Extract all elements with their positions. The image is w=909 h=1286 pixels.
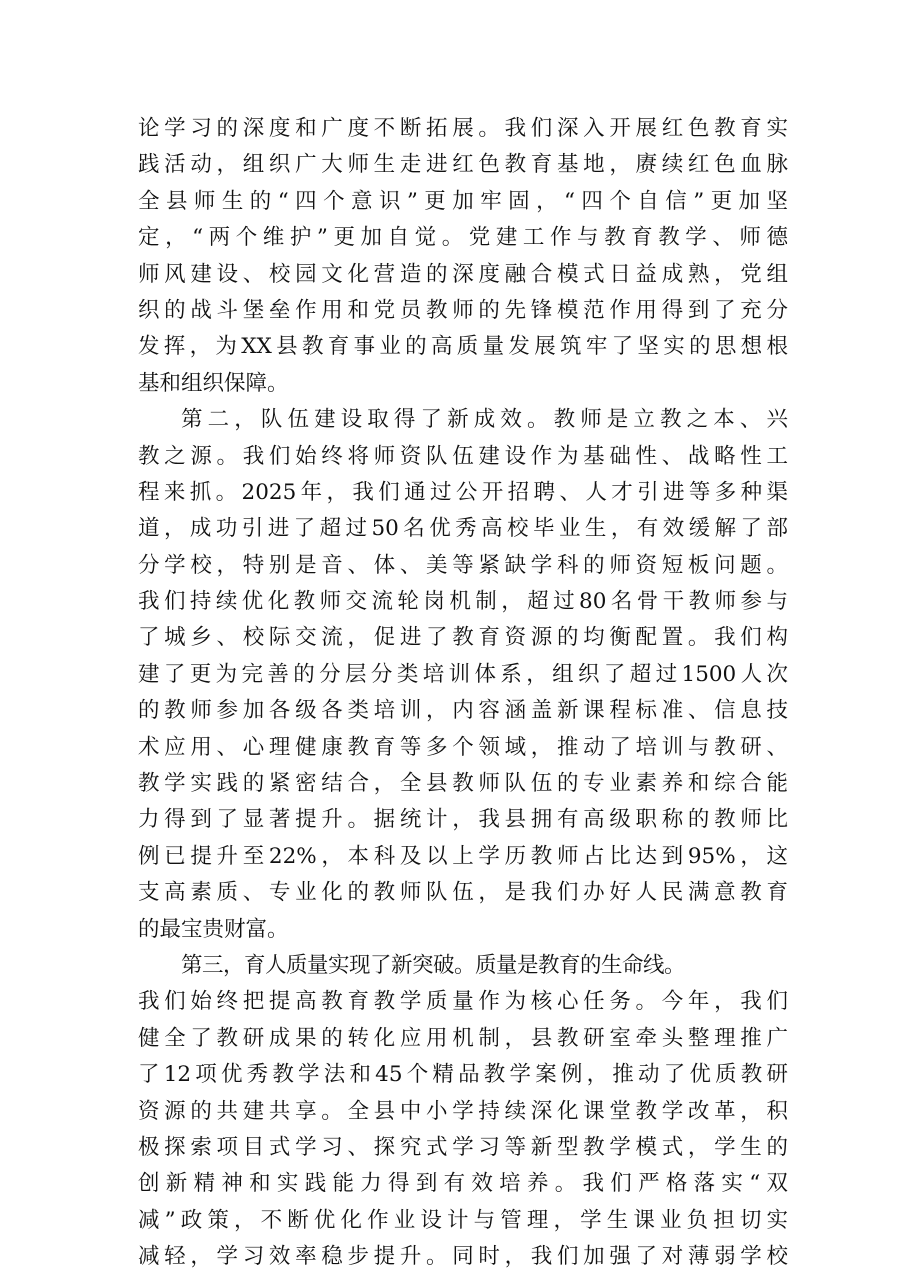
text-line: 我们始终把提高教育教学质量作为核心任务。今年，我们: [138, 989, 788, 1015]
text-line: 第三，育人质量实现了新突破。质量是教育的生命线。: [181, 952, 686, 978]
text-line: 减”政策，不断优化作业设计与管理，学生课业负担切实: [138, 1207, 788, 1233]
text-line: 支高素质、专业化的教师队伍，是我们办好人民满意教育: [138, 880, 788, 906]
text-line: 道，成功引进了超过50名优秀高校毕业生，有效缓解了部: [138, 516, 788, 542]
text-line: 发挥，为XX县教育事业的高质量发展筑牢了坚实的思想根: [138, 334, 788, 360]
text-line: 论学习的深度和广度不断拓展。我们深入开展红色教育实: [138, 116, 788, 141]
text-line: 定，“两个维护”更加自觉。党建工作与教育教学、师德: [138, 225, 788, 251]
text-line: 师风建设、校园文化营造的深度融合模式日益成熟，党组: [138, 261, 788, 287]
text-line: 了城乡、校际交流，促进了教育资源的均衡配置。我们构: [138, 625, 788, 651]
text-line: 建了更为完善的分层分类培训体系，组织了超过1500人次: [138, 661, 788, 687]
text-line: 了12项优秀教学法和45个精品教学案例，推动了优质教研: [138, 1062, 788, 1088]
text-line: 极探索项目式学习、探究式学习等新型教学模式，学生的: [138, 1134, 788, 1160]
text-line: 践活动，组织广大师生走进红色教育基地，赓续红色血脉: [138, 152, 788, 178]
text-line: 创新精神和实践能力得到有效培养。我们严格落实“双: [138, 1171, 788, 1197]
text-line: 程来抓。2025年，我们通过公开招聘、人才引进等多种渠: [138, 479, 788, 505]
text-line: 资源的共建共享。全县中小学持续深化课堂教学改革，积: [138, 1098, 788, 1124]
document-body: [138, 111, 788, 1276]
text-line: 例已提升至22%，本科及以上学历教师占比达到95%，这: [138, 843, 788, 869]
text-line: 分学校，特别是音、体、美等紧缺学科的师资短板问题。: [138, 552, 788, 578]
text-line: 减轻，学习效率稳步提升。同时，我们加强了对薄弱学校: [138, 1244, 788, 1270]
text-line: 的教师参加各级各类培训，内容涵盖新课程标准、信息技: [138, 698, 788, 724]
paragraph-teacher-team: [138, 402, 788, 948]
text-line: 力得到了显著提升。据统计，我县拥有高级职称的教师比: [138, 807, 788, 833]
paragraph-party-building-continued: [138, 111, 788, 402]
text-line: 教之源。我们始终将师资队伍建设作为基础性、战略性工: [138, 443, 788, 469]
text-line: 第二，队伍建设取得了新成效。教师是立教之本、兴: [181, 407, 788, 433]
text-line: 我们持续优化教师交流轮岗机制，超过80名骨干教师参与: [138, 589, 788, 615]
text-line: 基和组织保障。: [138, 370, 289, 396]
text-line: 术应用、心理健康教育等多个领域，推动了培训与教研、: [138, 734, 788, 760]
text-line: 全县师生的“四个意识”更加牢固，“四个自信”更加坚: [138, 188, 788, 214]
text-line: 织的战斗堡垒作用和党员教师的先锋模范作用得到了充分: [138, 297, 788, 323]
paragraph-education-quality: [138, 948, 788, 1276]
text-line: 教学实践的紧密结合，全县教师队伍的专业素养和综合能: [138, 771, 788, 797]
text-line: 的最宝贵财富。: [138, 916, 289, 942]
text-line: 健全了教研成果的转化应用机制，县教研室牵头整理推广: [138, 1025, 788, 1051]
